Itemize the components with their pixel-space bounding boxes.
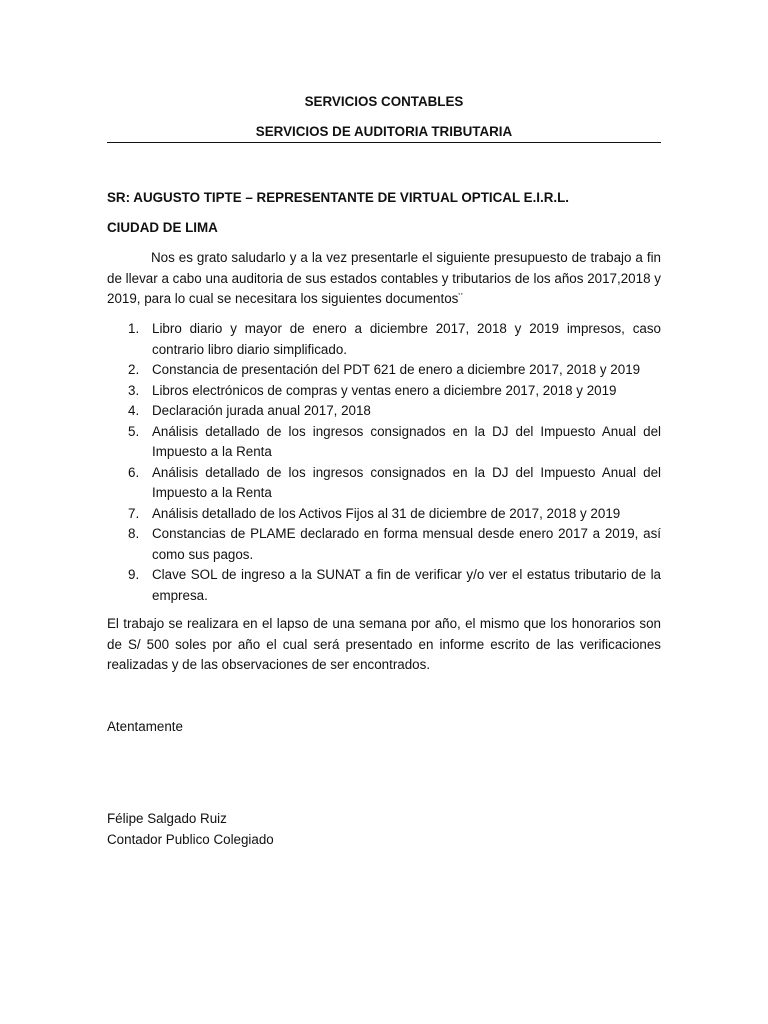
letter-subtitle: SERVICIOS DE AUDITORIA TRIBUTARIA (255, 124, 513, 139)
header-divider (107, 142, 661, 143)
list-item-text: Libros electrónicos de compras y ventas enero a diciembre 2017, 2018 y 2019 (152, 382, 617, 398)
list-item-text: Libro diario y mayor de enero a diciembre 2017, 2018 y 2019 impresos, caso contrario libro diario simplificado. (152, 321, 661, 357)
closing-paragraph: El trabajo se realizara en el lapso de una semana por año, el mismo que los honorarios son de S/ 500 soles por año el cual será presentado en informe escrito de las verificaciones realizadas y de las observaciones de ser encontrados. (107, 616, 661, 672)
list-item (107, 401, 661, 422)
list-item-number: 8. (128, 526, 140, 541)
list-item-number: 2. (128, 362, 140, 377)
list-item-number: 4. (128, 403, 140, 418)
list-item-number: 9. (128, 567, 140, 582)
list-item (107, 524, 661, 565)
list-item-number: 1. (128, 321, 140, 336)
signer-name: Félipe Salgado Ruiz (107, 811, 227, 826)
list-item-text: Análisis detallado de los Activos Fijos al 31 de diciembre de 2017, 2018 y 2019 (152, 505, 621, 521)
list-item (107, 463, 661, 504)
list-item-number: 3. (128, 382, 140, 398)
signer-title: Contador Publico Colegiado (107, 832, 274, 847)
letter-title: SERVICIOS CONTABLES (304, 94, 464, 109)
list-item-text: Constancia de presentación del PDT 621 de enero a diciembre 2017, 2018 y 2019 (152, 362, 641, 377)
recipient-line: SR: AUGUSTO TIPTE – REPRESENTANTE DE VIRTUAL OPTICAL E.I.R.L. (107, 190, 570, 205)
list-item-text: Análisis detallado de los ingresos consignados en la DJ del Impuesto Anual del Impuesto a la Renta (152, 464, 661, 500)
list-item-text: Clave SOL de ingreso a la SUNAT a fin de verificar y/o ver el estatus tributario de la empresa. (152, 567, 661, 603)
closing-salutation: Atentamente (107, 719, 183, 734)
list-item-text: Constancias de PLAME declarado en forma mensual desde enero 2017 a 2019, así como sus pagos. (152, 526, 661, 562)
list-item-number: 5. (128, 423, 140, 439)
city-line: CIUDAD DE LIMA (107, 220, 218, 235)
list-item (107, 422, 661, 463)
list-item-text: Declaración jurada anual 2017, 2018 (152, 403, 371, 418)
list-item (107, 360, 661, 381)
list-item (107, 381, 661, 402)
list-item-number: 6. (128, 464, 140, 480)
list-item-text: Análisis detallado de los ingresos consignados en la DJ del Impuesto Anual del Impuesto a la Renta (152, 423, 661, 459)
document-list (107, 319, 661, 606)
list-item-number: 7. (128, 505, 140, 521)
list-item (107, 319, 661, 360)
intro-paragraph: Nos es grato saludarlo y a la vez presentarle el siguiente presupuesto de trabajo a fin de llevar a cabo una auditoria de sus estados contables y tributarios de los años 2017,2018 y 2019, para lo cual se necesitara los siguientes documentos¨ (107, 250, 661, 306)
list-item (107, 504, 661, 525)
list-item (107, 565, 661, 606)
